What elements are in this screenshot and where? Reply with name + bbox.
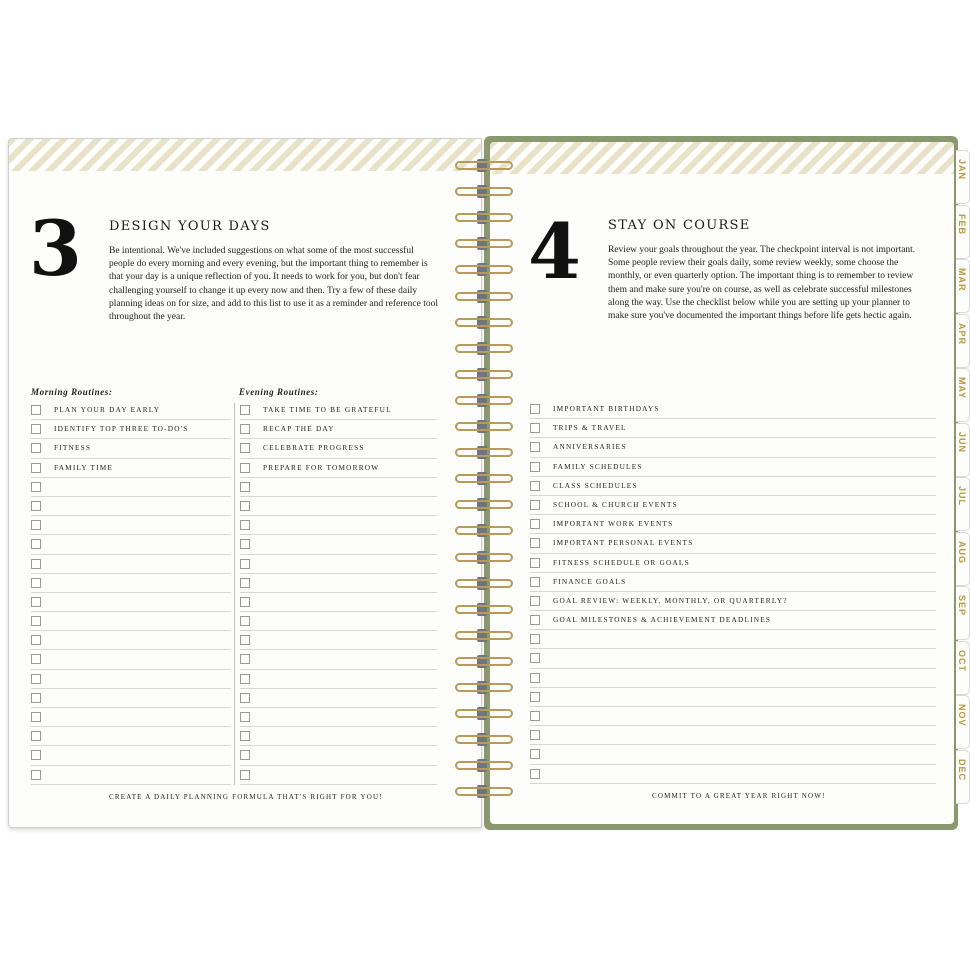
checkbox[interactable] — [240, 674, 250, 684]
checklist-item-label: FINANCE GOALS — [553, 576, 627, 586]
checkbox[interactable] — [240, 578, 250, 588]
tab-label: FEB — [957, 213, 967, 235]
course-item — [530, 592, 936, 611]
checklist-item-label: IMPORTANT WORK EVENTS — [553, 519, 674, 529]
tab-label: APR — [957, 322, 967, 345]
checklist-item-label: IMPORTANT PERSONAL EVENTS — [553, 538, 694, 548]
checkbox[interactable] — [31, 731, 41, 741]
checkbox[interactable] — [31, 463, 41, 473]
checklist-item-label: RECAP THE DAY — [263, 424, 335, 434]
evening-item — [240, 670, 437, 689]
spiral-coil — [455, 576, 513, 592]
checkbox[interactable] — [31, 597, 41, 607]
evening-item — [240, 420, 437, 439]
tab-feb[interactable] — [956, 205, 970, 259]
evening-item — [240, 727, 437, 746]
tab-label: SEP — [957, 595, 967, 617]
checkbox[interactable] — [530, 442, 540, 452]
tab-label: JAN — [957, 159, 967, 181]
checklist-item-label: PLAN YOUR DAY EARLY — [54, 405, 161, 414]
checkbox[interactable] — [31, 693, 41, 703]
course-item — [530, 534, 936, 553]
evening-item — [240, 555, 437, 574]
tab-dec[interactable] — [956, 750, 970, 804]
spiral-coil — [455, 471, 513, 487]
checkbox[interactable] — [240, 463, 250, 473]
tab-may[interactable] — [956, 368, 970, 422]
evening-item — [240, 459, 437, 478]
checkbox[interactable] — [240, 520, 250, 530]
evening-item — [240, 708, 437, 727]
spiral-coil — [455, 784, 513, 800]
checkbox[interactable] — [530, 500, 540, 510]
course-item — [530, 515, 936, 534]
checkbox[interactable] — [530, 596, 540, 606]
morning-item — [31, 555, 231, 574]
course-item — [530, 611, 936, 630]
checkbox[interactable] — [240, 731, 250, 741]
course-item — [530, 745, 936, 764]
spiral-coil — [455, 210, 513, 226]
checklist-item-label: FITNESS SCHEDULE OR GOALS — [553, 557, 690, 567]
evening-item — [240, 535, 437, 554]
morning-item — [31, 497, 231, 516]
checkbox[interactable] — [240, 616, 250, 626]
evening-item — [240, 612, 437, 631]
checkbox[interactable] — [530, 769, 540, 779]
checkbox[interactable] — [530, 711, 540, 721]
tab-label: JUN — [957, 431, 967, 453]
checklist-item-label: GOAL MILESTONES & ACHIEVEMENT DEADLINES — [553, 615, 772, 625]
checkbox[interactable] — [240, 770, 250, 780]
spiral-coil — [455, 236, 513, 252]
checkbox[interactable] — [31, 578, 41, 588]
course-item — [530, 630, 936, 649]
course-item — [530, 438, 936, 457]
checkbox[interactable] — [240, 482, 250, 492]
checkbox[interactable] — [530, 692, 540, 702]
morning-item — [31, 516, 231, 535]
checkbox[interactable] — [31, 674, 41, 684]
spiral-coil — [455, 445, 513, 461]
spiral-coil — [455, 367, 513, 383]
morning-item — [31, 593, 231, 612]
tab-apr[interactable] — [956, 314, 970, 368]
spiral-coil — [455, 680, 513, 696]
checkbox[interactable] — [31, 770, 41, 780]
morning-item — [31, 478, 231, 497]
checkbox[interactable] — [240, 597, 250, 607]
checklist-item-label: IDENTIFY TOP THREE TO-DO'S — [54, 424, 189, 434]
checkbox[interactable] — [530, 423, 540, 433]
spiral-coil — [455, 497, 513, 513]
left-page — [8, 138, 482, 828]
tab-label: JUL — [957, 486, 967, 507]
tab-label: MAR — [957, 268, 967, 292]
checklist-item-label: CELEBRATE PROGRESS — [263, 443, 365, 453]
section-number: 3 — [29, 204, 82, 293]
evening-item — [240, 574, 437, 593]
checkbox[interactable] — [31, 482, 41, 492]
checkbox[interactable] — [530, 462, 540, 472]
checklist-item-label: IMPORTANT BIRTHDAYS — [553, 404, 660, 413]
spiral-coil — [455, 315, 513, 331]
course-item — [530, 573, 936, 592]
course-item — [530, 669, 936, 688]
evening-item — [240, 766, 437, 785]
morning-item — [31, 650, 231, 669]
stripe-header — [490, 142, 954, 174]
checklist-item-label: GOAL REVIEW: WEEKLY, MONTHLY, OR QUARTERLY? — [553, 595, 788, 605]
checkbox[interactable] — [31, 616, 41, 626]
checklist-item-label: FITNESS — [54, 443, 92, 453]
spiral-coil — [455, 419, 513, 435]
checkbox[interactable] — [240, 635, 250, 645]
page-title: STAY ON COURSE — [608, 218, 751, 233]
morning-routines-title: Morning Routines: — [31, 387, 113, 397]
tab-nov[interactable] — [956, 695, 970, 749]
morning-item — [31, 420, 231, 439]
checkbox[interactable] — [31, 654, 41, 664]
checklist-item-label: FAMILY TIME — [54, 462, 114, 472]
course-item — [530, 496, 936, 515]
morning-item — [31, 631, 231, 650]
evening-item — [240, 516, 437, 535]
spiral-coil — [455, 706, 513, 722]
checkbox[interactable] — [31, 424, 41, 434]
checkbox[interactable] — [530, 577, 540, 587]
evening-checklist — [240, 401, 437, 785]
checklist-item-label: PREPARE FOR TOMORROW — [263, 462, 380, 472]
spiral-coil — [455, 393, 513, 409]
tab-label: AUG — [957, 540, 967, 564]
tab-label: DEC — [957, 758, 967, 781]
evening-item — [240, 746, 437, 765]
intro-paragraph: Review your goals throughout the year. The checkpoint interval is not important. Some people review their goals daily, some review weekly, some choose the monthly, or even quarterly option. The important thing is to remember to review them and make sure you're on course, as well as celebrate successful milestones along the way. Use the checklist below while you are setting up your planner to make sure you've documented the important things before life gets hectic again. — [608, 245, 916, 322]
evening-item — [240, 497, 437, 516]
checkbox[interactable] — [530, 481, 540, 491]
course-item — [530, 707, 936, 726]
right-footer: COMMIT TO A GREAT YEAR RIGHT NOW! — [652, 792, 826, 800]
evening-item — [240, 439, 437, 458]
course-item — [530, 400, 936, 419]
evening-item — [240, 593, 437, 612]
spiral-coil — [455, 602, 513, 618]
evening-item — [240, 478, 437, 497]
checklist-item-label: FAMILY SCHEDULES — [553, 461, 643, 471]
checkbox[interactable] — [530, 673, 540, 683]
checkbox[interactable] — [240, 693, 250, 703]
intro-paragraph: Be intentional. We've included suggestions on what some of the most successful people do every morning and every evening, but the important thing to remember is that your day is a unique reflection of you. It needs to work for you, but don't fear challenging yourself to change it up every now and then. Try a few of these daily planning ideas on for size, and add to this list to use it as a reminder and reference tool throughout the year. — [109, 246, 438, 323]
tab-jun[interactable] — [956, 423, 970, 477]
spiral-coil — [455, 262, 513, 278]
section-number: 4 — [528, 207, 581, 296]
tab-jul[interactable] — [956, 477, 970, 531]
checkbox[interactable] — [31, 539, 41, 549]
checkbox[interactable] — [31, 750, 41, 760]
morning-item — [31, 612, 231, 631]
tab-jan[interactable] — [956, 150, 970, 204]
checkbox[interactable] — [530, 404, 540, 414]
course-checklist — [530, 400, 936, 784]
tab-label: OCT — [957, 649, 967, 672]
checklist-item-label: CLASS SCHEDULES — [553, 480, 638, 490]
column-divider — [234, 403, 235, 785]
morning-item — [31, 670, 231, 689]
right-page — [490, 142, 954, 824]
checkbox[interactable] — [240, 501, 250, 511]
checkbox[interactable] — [31, 635, 41, 645]
spiral-coil — [455, 158, 513, 174]
stripe-header — [9, 139, 481, 171]
checkbox[interactable] — [240, 559, 250, 569]
morning-item — [31, 401, 231, 420]
spiral-coil — [455, 758, 513, 774]
checkbox[interactable] — [240, 424, 250, 434]
morning-item — [31, 746, 231, 765]
course-item — [530, 726, 936, 745]
course-item — [530, 419, 936, 438]
spiral-coil — [455, 628, 513, 644]
morning-item — [31, 708, 231, 727]
morning-item — [31, 727, 231, 746]
morning-item — [31, 689, 231, 708]
morning-checklist — [31, 401, 231, 785]
course-item — [530, 477, 936, 496]
evening-item — [240, 689, 437, 708]
spiral-coil — [455, 523, 513, 539]
checklist-item-label: ANNIVERSARIES — [553, 442, 627, 452]
morning-item — [31, 535, 231, 554]
checkbox[interactable] — [530, 519, 540, 529]
checkbox[interactable] — [530, 653, 540, 663]
spiral-coil — [455, 550, 513, 566]
tab-oct[interactable] — [956, 641, 970, 695]
tab-sep[interactable] — [956, 586, 970, 640]
course-item — [530, 765, 936, 784]
course-item — [530, 554, 936, 573]
morning-item — [31, 439, 231, 458]
morning-item — [31, 574, 231, 593]
checkbox[interactable] — [240, 405, 250, 415]
evening-item — [240, 631, 437, 650]
spiral-coil — [455, 289, 513, 305]
spiral-coil — [455, 654, 513, 670]
spiral-coil — [455, 732, 513, 748]
tab-mar[interactable] — [956, 259, 970, 313]
checkbox[interactable] — [530, 615, 540, 625]
checkbox[interactable] — [530, 730, 540, 740]
spiral-coil — [455, 184, 513, 200]
page-title: DESIGN YOUR DAYS — [109, 219, 271, 234]
checkbox[interactable] — [240, 443, 250, 453]
tab-label: NOV — [957, 704, 967, 727]
checkbox[interactable] — [530, 634, 540, 644]
checkbox[interactable] — [31, 559, 41, 569]
course-item — [530, 688, 936, 707]
course-item — [530, 458, 936, 477]
morning-item — [31, 766, 231, 785]
checkbox[interactable] — [240, 654, 250, 664]
checkbox[interactable] — [240, 712, 250, 722]
checkbox[interactable] — [240, 539, 250, 549]
checkbox[interactable] — [31, 501, 41, 511]
checkbox[interactable] — [530, 558, 540, 568]
morning-item — [31, 459, 231, 478]
evening-item — [240, 650, 437, 669]
checkbox[interactable] — [31, 712, 41, 722]
checkbox[interactable] — [31, 520, 41, 530]
tab-aug[interactable] — [956, 532, 970, 586]
checkbox[interactable] — [31, 443, 41, 453]
tab-label: MAY — [957, 377, 967, 400]
checklist-item-label: TRIPS & TRAVEL — [553, 423, 627, 433]
checkbox[interactable] — [240, 750, 250, 760]
checkbox[interactable] — [530, 538, 540, 548]
checkbox[interactable] — [31, 405, 41, 415]
evening-item — [240, 401, 437, 420]
evening-routines-title: Evening Routines: — [239, 387, 319, 397]
course-item — [530, 649, 936, 668]
spiral-coil — [455, 341, 513, 357]
checklist-item-label: SCHOOL & CHURCH EVENTS — [553, 499, 678, 509]
left-footer: CREATE A DAILY PLANNING FORMULA THAT'S RIGHT FOR YOU! — [109, 793, 383, 801]
checklist-item-label: TAKE TIME TO BE GRATEFUL — [263, 405, 392, 414]
checkbox[interactable] — [530, 749, 540, 759]
